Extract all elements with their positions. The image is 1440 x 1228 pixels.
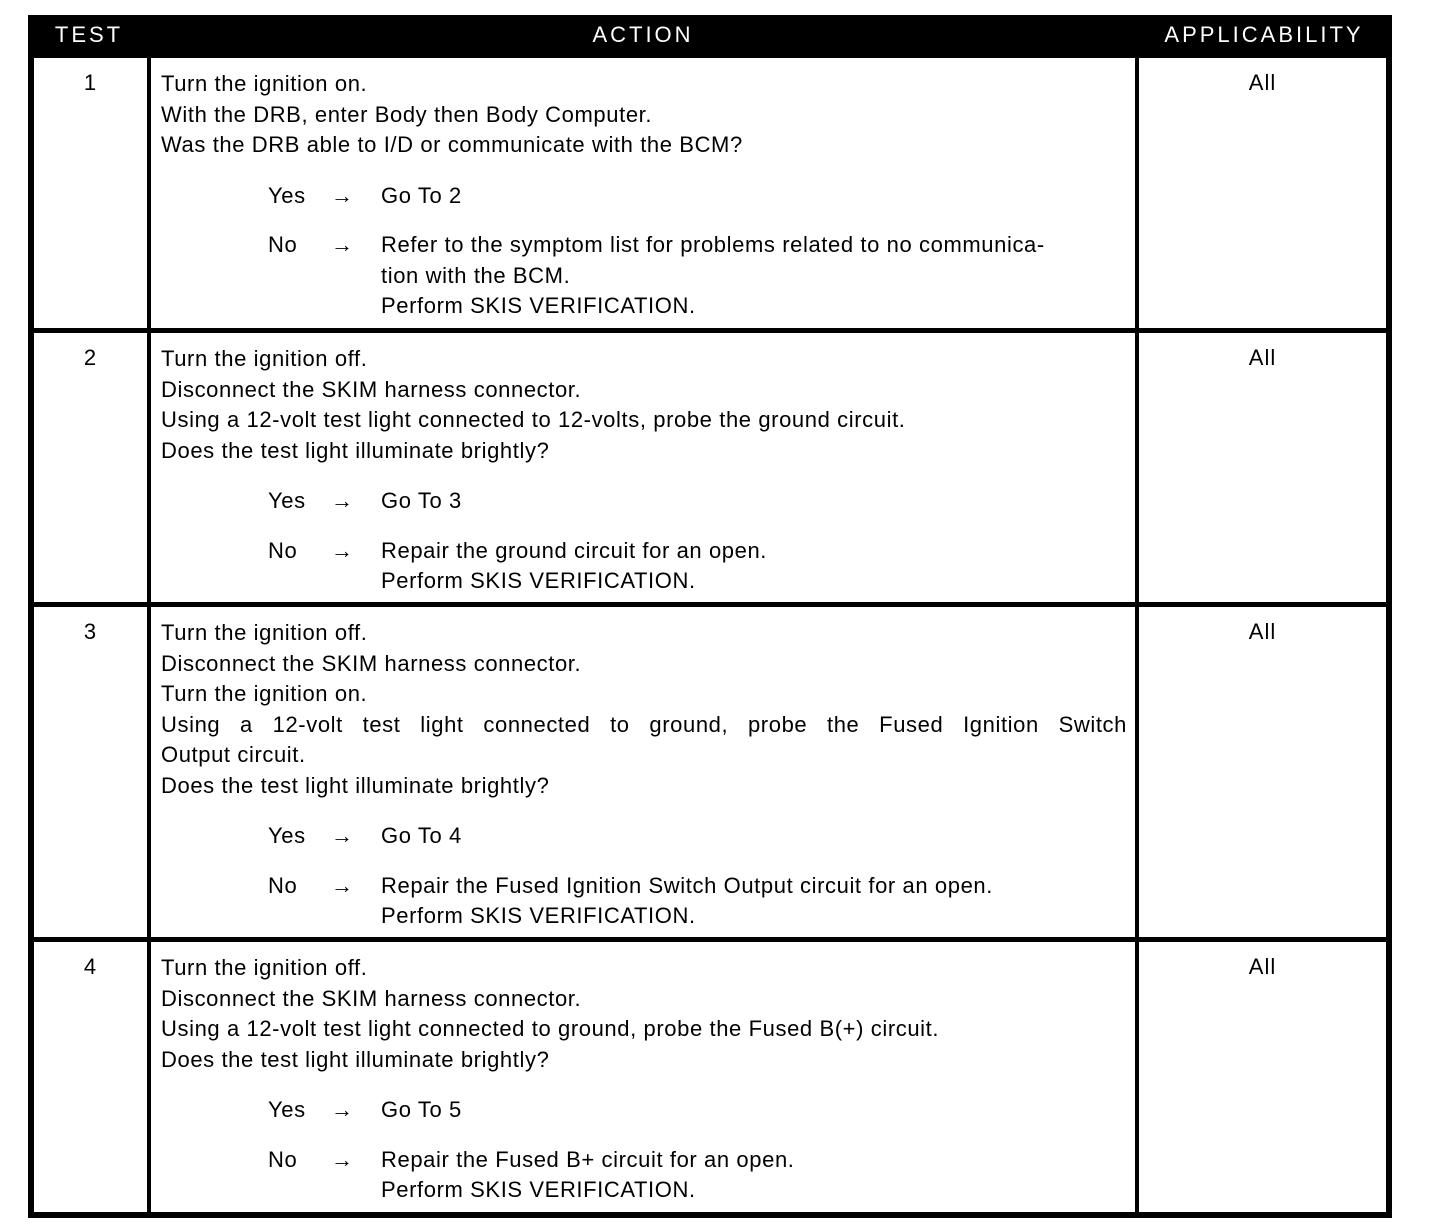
no-label: No <box>268 872 298 898</box>
arrow-icon: → <box>331 823 354 848</box>
arrow-icon: → <box>331 488 354 513</box>
action-line: Using a 12-volt test light connected to ground, probe the Fused Ignition Switch <box>161 711 1127 737</box>
yes-branch <box>161 1095 1127 1126</box>
no-result: Perform SKIS VERIFICATION. <box>381 1177 696 1202</box>
arrow-icon: → <box>331 182 354 208</box>
action-line: Does the test light illuminate brightly? <box>161 437 550 463</box>
no-result: tion with the BCM. <box>381 262 571 288</box>
arrow-icon: → <box>331 537 354 563</box>
action-line: Turn the ignition off. <box>161 955 368 980</box>
action-cell <box>151 58 1135 328</box>
action-line: Turn the ignition off. <box>161 346 368 371</box>
no-branch <box>161 230 1127 322</box>
yes-branch <box>161 181 1127 212</box>
diagnostic-test-table <box>28 15 1392 1218</box>
action-line: Disconnect the SKIM harness connector. <box>161 376 582 402</box>
yes-result: Go To 4 <box>381 823 462 848</box>
header-action: ACTION <box>592 22 694 47</box>
no-result: Refer to the symptom list for problems related to no communica- <box>381 232 1045 257</box>
action-line: Disconnect the SKIM harness connector. <box>161 650 582 676</box>
action-line: With the DRB, enter Body then Body Computer. <box>161 101 653 127</box>
no-result: Repair the Fused Ignition Switch Output circuit for an open. <box>381 872 993 898</box>
action-cell <box>151 333 1135 602</box>
action-line: Was the DRB able to I/D or communicate with the BCM? <box>161 132 743 157</box>
no-result: Repair the ground circuit for an open. <box>381 537 768 563</box>
yes-label: Yes <box>268 182 306 208</box>
yes-result: Go To 3 <box>381 488 462 513</box>
arrow-icon: → <box>331 1146 354 1172</box>
header-applicability: APPLICABILITY <box>1164 22 1364 47</box>
no-result: Perform SKIS VERIFICATION. <box>381 568 696 593</box>
arrow-icon: → <box>331 232 354 257</box>
action-line: Disconnect the SKIM harness connector. <box>161 985 582 1011</box>
applicability-cell: All <box>1139 58 1386 328</box>
no-result: Perform SKIS VERIFICATION. <box>381 293 696 318</box>
no-branch <box>161 1145 1127 1206</box>
arrow-icon: → <box>331 1097 354 1122</box>
yes-result: Go To 5 <box>381 1097 462 1122</box>
no-branch <box>161 871 1127 932</box>
action-line: Turn the ignition on. <box>161 71 368 96</box>
yes-branch <box>161 486 1127 517</box>
applicability-cell: All <box>1139 607 1386 937</box>
action-line: Using a 12-volt test light connected to 12-volts, probe the ground circuit. <box>161 407 906 432</box>
header-test: TEST <box>54 22 124 47</box>
applicability-cell: All <box>1139 942 1386 1212</box>
yes-label: Yes <box>268 488 306 513</box>
yes-branch <box>161 821 1127 852</box>
no-branch <box>161 536 1127 597</box>
test-number: 1 <box>34 58 147 328</box>
no-label: No <box>268 1146 298 1172</box>
no-label: No <box>268 232 298 257</box>
yes-label: Yes <box>268 1097 306 1122</box>
action-line: Using a 12-volt test light connected to ground, probe the Fused B(+) circuit. <box>161 1016 940 1041</box>
action-line: Turn the ignition on. <box>161 681 368 706</box>
yes-label: Yes <box>268 823 306 848</box>
action-line: Does the test light illuminate brightly? <box>161 772 550 798</box>
yes-result: Go To 2 <box>381 182 462 208</box>
applicability-cell: All <box>1139 333 1386 602</box>
test-number: 4 <box>34 942 147 1212</box>
test-number: 3 <box>34 607 147 937</box>
test-number: 2 <box>34 333 147 602</box>
action-cell <box>151 607 1135 937</box>
action-line: Turn the ignition off. <box>161 620 368 645</box>
action-line: Output circuit. <box>161 742 306 767</box>
arrow-icon: → <box>331 872 354 898</box>
action-line: Does the test light illuminate brightly? <box>161 1046 550 1072</box>
no-result: Repair the Fused B+ circuit for an open. <box>381 1146 795 1172</box>
no-result: Perform SKIS VERIFICATION. <box>381 903 696 928</box>
no-label: No <box>268 537 298 563</box>
action-cell <box>151 942 1135 1212</box>
